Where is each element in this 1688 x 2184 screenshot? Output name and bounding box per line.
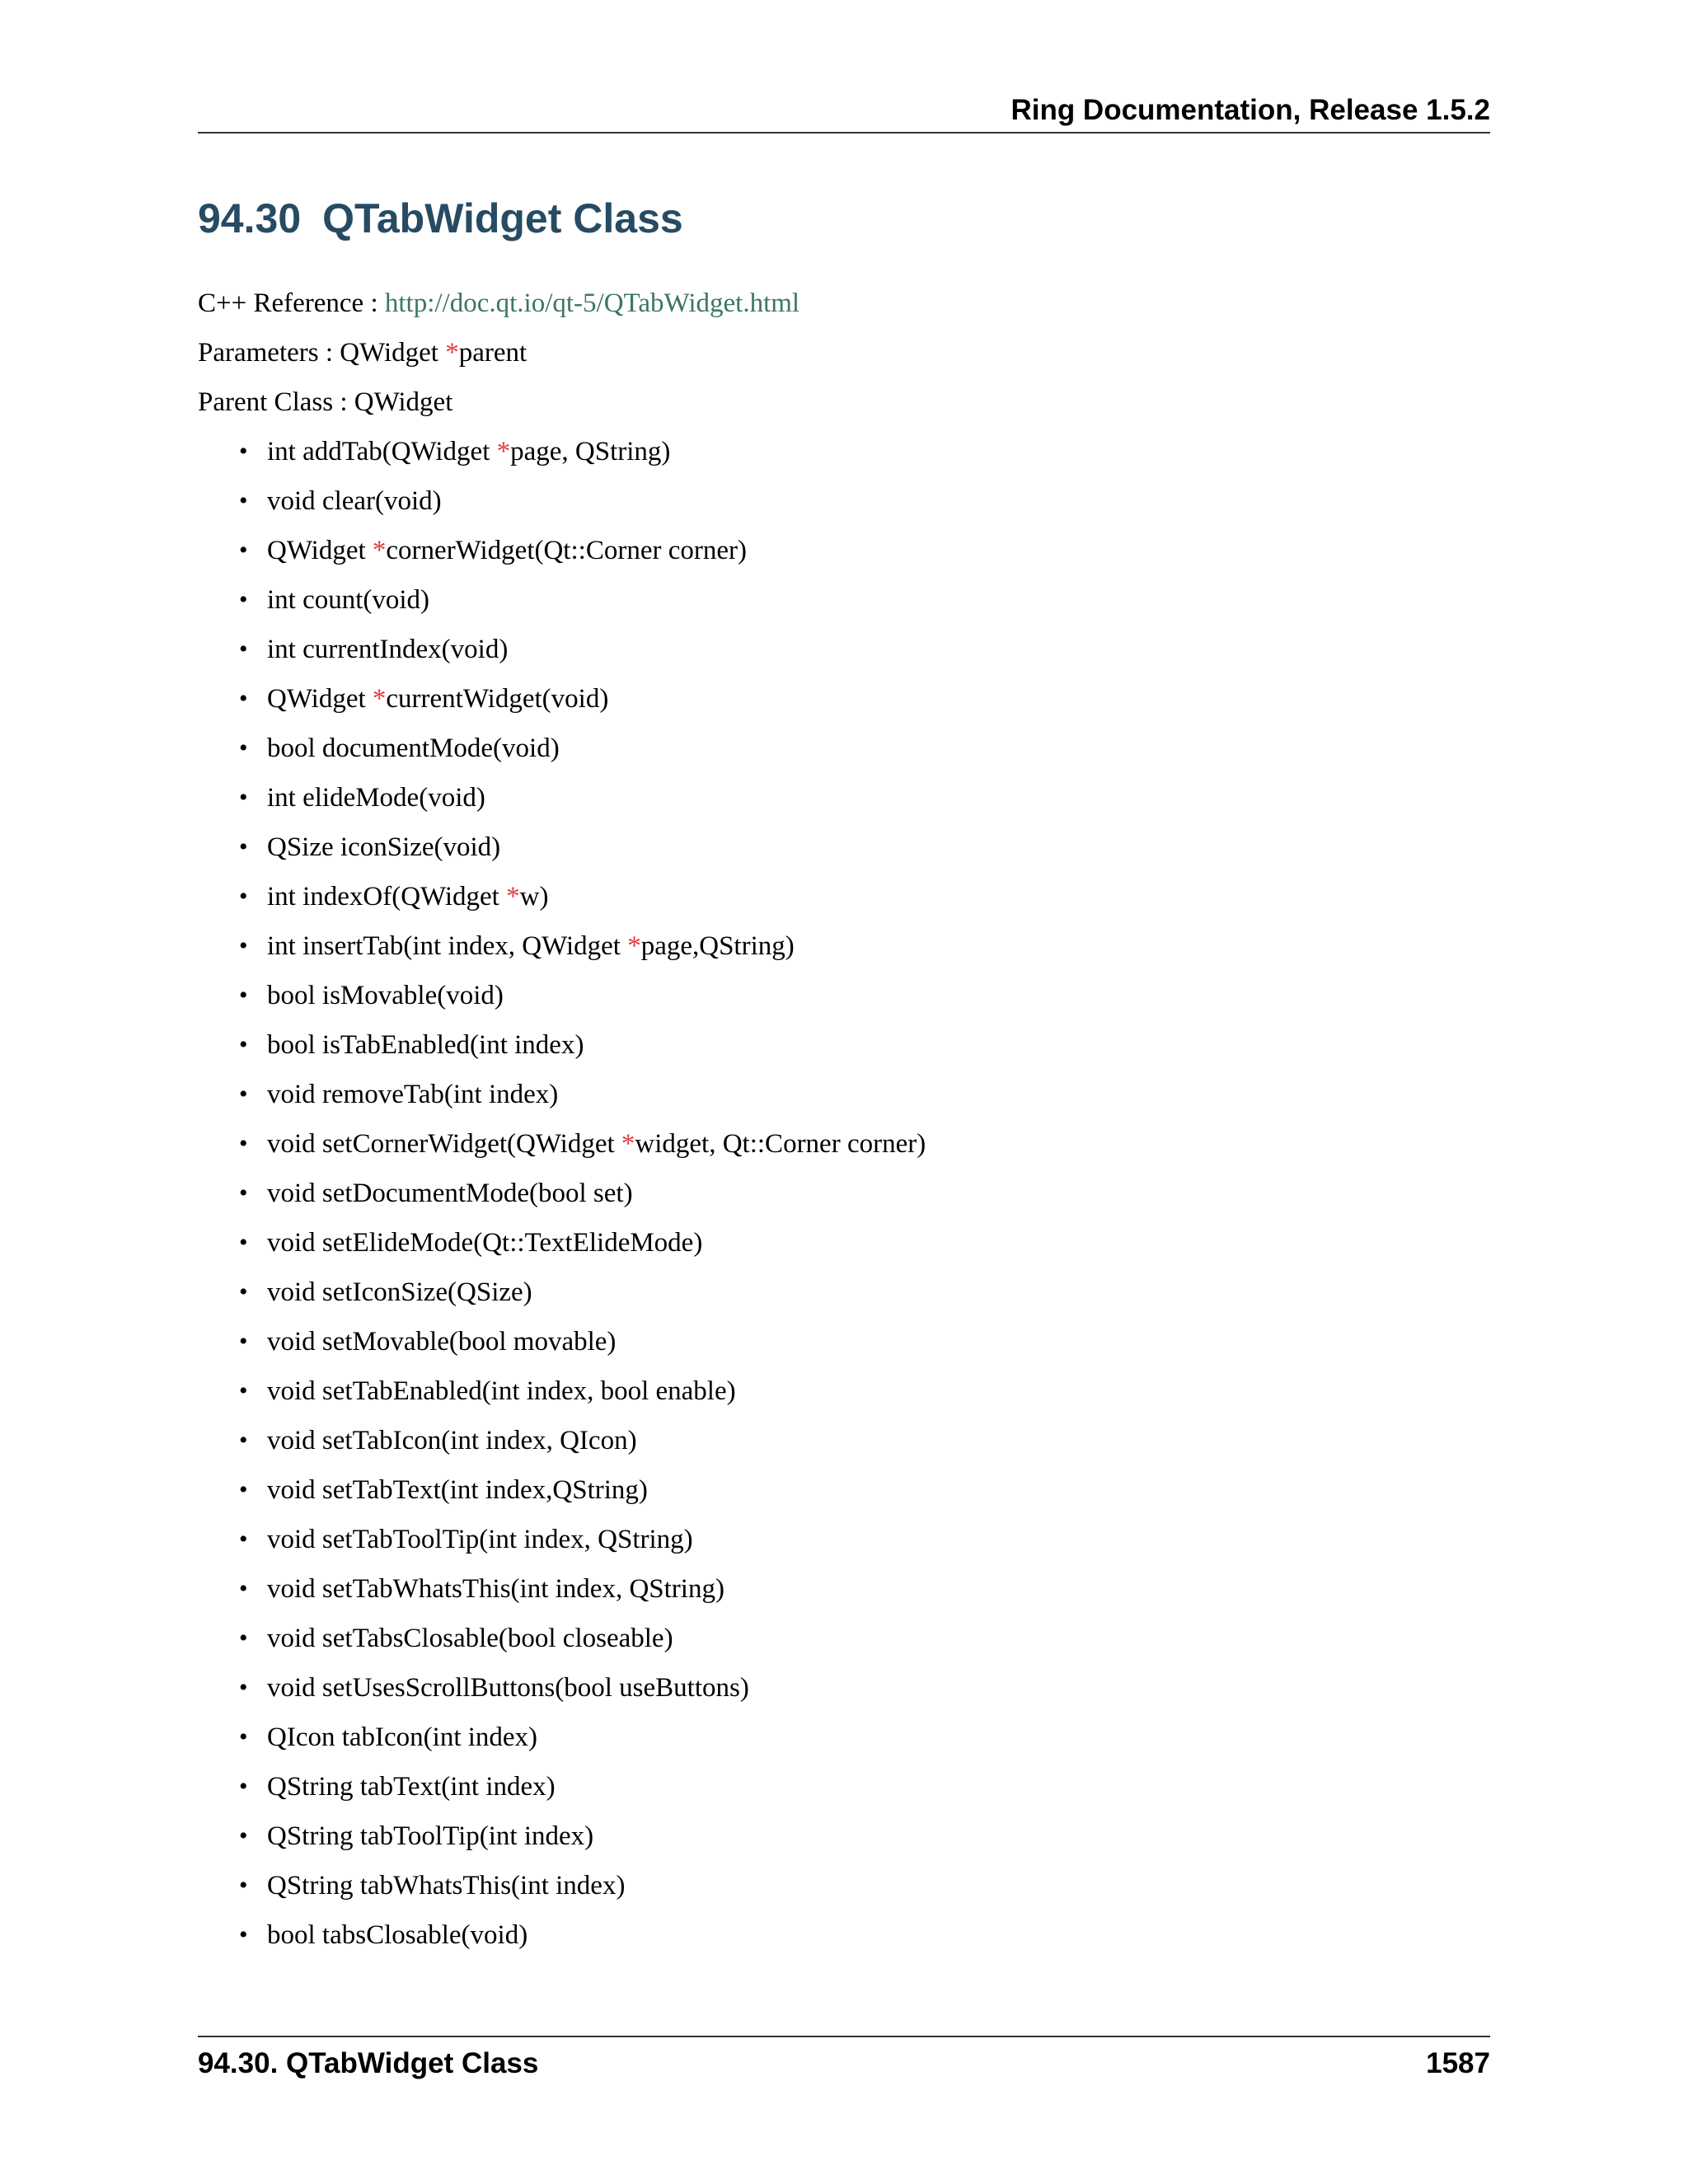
method-signature-start: void removeTab(int index) [267,1080,559,1109]
bullet-icon: • [239,982,248,1009]
bullet-icon: • [239,1179,248,1207]
method-item [239,532,926,582]
cpp-reference-label: C++ Reference : [198,288,385,318]
section-number: 94.30 [198,195,302,241]
method-signature-start: bool isMovable(void) [267,981,504,1010]
method-item [239,1521,926,1571]
parent-class [198,384,452,420]
method-signature-start: void setIconSize(QSize) [267,1277,532,1307]
bullet-icon: • [239,1872,248,1899]
method-item [239,879,926,928]
method-signature-start: QSize iconSize(void) [267,832,501,862]
pointer-star: * [506,882,520,912]
method-signature-start: int indexOf(QWidget [267,882,507,912]
bullet-icon: • [239,1773,248,1800]
pointer-star: * [445,338,459,368]
method-item [239,1868,926,1917]
method-signature-start: int currentIndex(void) [267,635,509,664]
method-signature-end: currentWidget(void) [386,684,609,714]
method-signature-start: void setTabToolTip(int index, QString) [267,1525,693,1554]
footer-section: 94.30. QTabWidget Class [198,2047,539,2079]
method-item [239,1769,926,1818]
method-signature-start: bool tabsClosable(void) [267,1920,528,1950]
method-list [239,434,926,1966]
parameters-type: QWidget [340,338,446,368]
method-item [239,1076,926,1126]
method-signature-start: bool isTabEnabled(int index) [267,1030,584,1060]
pointer-star: * [621,1129,635,1159]
parameters-name: parent [458,338,528,368]
method-signature-start: void setMovable(bool movable) [267,1327,617,1357]
method-item [239,582,926,631]
bullet-icon: • [239,784,248,811]
bullet-icon: • [239,1031,248,1058]
method-signature-start: QWidget [267,684,373,714]
method-item [239,829,926,879]
method-signature-start: bool documentMode(void) [267,733,560,763]
bullet-icon: • [239,438,248,465]
bullet-icon: • [239,1080,248,1108]
pointer-star: * [372,684,387,714]
method-signature-end: page, QString) [510,437,671,466]
bullet-icon: • [239,883,248,910]
bullet-icon: • [239,833,248,860]
bullet-icon: • [239,1624,248,1652]
method-signature-start: void setTabText(int index,QString) [267,1475,648,1505]
method-item [239,1719,926,1769]
method-item [239,1620,926,1670]
bullet-icon: • [239,932,248,959]
page-footer [198,2036,1490,2079]
method-item [239,1818,926,1868]
bullet-icon: • [239,1526,248,1553]
bullet-icon: • [239,487,248,514]
pointer-star: * [496,437,511,466]
method-item [239,1373,926,1422]
method-signature-start: void setTabIcon(int index, QIcon) [267,1426,637,1455]
method-item [239,730,926,780]
cpp-reference [198,285,799,321]
method-signature-end: page,QString) [640,931,795,961]
bullet-icon: • [239,1278,248,1305]
bullet-icon: • [239,1130,248,1157]
bullet-icon: • [239,1377,248,1404]
method-item [239,1126,926,1175]
bullet-icon: • [239,537,248,564]
method-signature-start: void setTabsClosable(bool closeable) [267,1624,673,1653]
method-item [239,1225,926,1274]
bullet-icon: • [239,1575,248,1602]
method-signature-start: QString tabText(int index) [267,1772,556,1802]
method-item [239,1917,926,1966]
cpp-reference-link[interactable]: http://doc.qt.io/qt-5/QTabWidget.html [384,288,800,318]
method-signature-start: QWidget [267,536,373,565]
bullet-icon: • [239,1674,248,1701]
bullet-icon: • [239,734,248,762]
parent-class-label: Parent Class : [198,387,354,417]
bullet-icon: • [239,1229,248,1256]
bullet-icon: • [239,586,248,613]
method-signature-start: void setCornerWidget(QWidget [267,1129,621,1159]
method-signature-start: void setDocumentMode(bool set) [267,1179,633,1208]
method-signature-start: int addTab(QWidget [267,437,497,466]
bullet-icon: • [239,1476,248,1503]
method-item [239,1027,926,1076]
parameters [198,335,527,371]
method-item [239,977,926,1027]
bullet-icon: • [239,1427,248,1454]
method-item [239,1670,926,1719]
parent-class-value: QWidget [354,387,453,417]
parameters-label: Parameters : [198,338,340,368]
method-item [239,1571,926,1620]
method-signature-start: void setUsesScrollButtons(bool useButtons) [267,1673,749,1703]
bullet-icon: • [239,1921,248,1948]
method-item [239,434,926,483]
method-item [239,681,926,730]
pointer-star: * [627,931,641,961]
method-signature-start: void clear(void) [267,486,442,516]
method-signature-start: void setTabEnabled(int index, bool enable) [267,1376,736,1406]
method-signature-start: QString tabWhatsThis(int index) [267,1871,626,1900]
method-item [239,483,926,532]
method-signature-end: widget, Qt::Corner corner) [635,1129,926,1159]
method-signature-start: int count(void) [267,585,430,615]
method-item [239,1422,926,1472]
method-signature-end: cornerWidget(Qt::Corner corner) [386,536,747,565]
page-number: 1587 [1426,2047,1490,2079]
method-signature-end: w) [519,882,549,912]
method-signature-start: int insertTab(int index, QWidget [267,931,628,961]
bullet-icon: • [239,635,248,663]
method-signature-start: void setElideMode(Qt::TextElideMode) [267,1228,703,1258]
method-signature-start: QString tabToolTip(int index) [267,1821,594,1851]
method-item [239,1324,926,1373]
bullet-icon: • [239,1723,248,1750]
method-item [239,928,926,977]
section-title [198,190,683,247]
pointer-star: * [372,536,387,565]
method-item [239,1472,926,1521]
method-signature-start: void setTabWhatsThis(int index, QString) [267,1574,724,1604]
method-signature-start: int elideMode(void) [267,783,485,813]
section-title-text: QTabWidget Class [322,195,683,241]
method-item [239,631,926,681]
bullet-icon: • [239,685,248,712]
page-header [198,89,1490,134]
bullet-icon: • [239,1822,248,1849]
bullet-icon: • [239,1328,248,1355]
method-item [239,780,926,829]
method-signature-start: QIcon tabIcon(int index) [267,1722,538,1752]
method-item [239,1274,926,1324]
method-item [239,1175,926,1225]
header-title: Ring Documentation, Release 1.5.2 [1010,94,1490,126]
